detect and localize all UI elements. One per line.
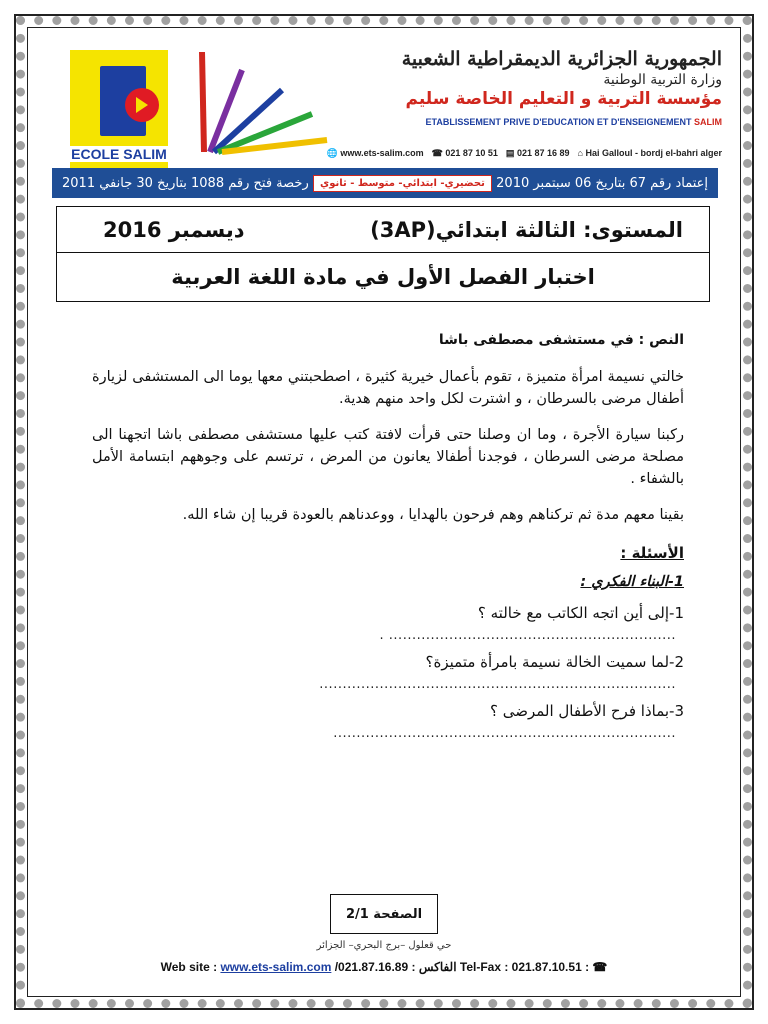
exam-title: اختبار الفصل الأول في مادة اللغة العربية bbox=[171, 265, 595, 289]
letterhead-text bbox=[342, 48, 722, 128]
logo-play-icon bbox=[136, 97, 148, 113]
phone-icon: ☎ bbox=[431, 148, 443, 158]
exam-title-box bbox=[56, 206, 710, 302]
text-paragraph: خالتي نسيمة امرأة متميزة ، تقوم بأعمال خيرية كثيرة ، اصطحبتني معها يوما الى المستشفى لزيارة أطفال مرضى بالسرطان ، و اشترت لكل واحد منهم هدية. bbox=[92, 369, 684, 407]
footer-fax: /021.87.16.89 bbox=[334, 960, 409, 974]
fax-contact bbox=[506, 148, 570, 159]
fax-icon: ▤ bbox=[505, 148, 515, 158]
answer-line: . .............................................................. bbox=[379, 628, 676, 643]
text-title: النص : في مستشفى مصطفى باشا bbox=[438, 332, 684, 348]
logo-text: ECOLE SALIM bbox=[68, 146, 170, 162]
footer-website-link[interactable]: www.ets-salim.com bbox=[220, 960, 332, 974]
accreditation-text: إعتماد رقم 67 بتاريخ 06 سبتمبر 2010 bbox=[496, 175, 708, 191]
exam-info-row bbox=[57, 207, 709, 253]
accreditation-bar bbox=[52, 168, 718, 198]
institution-name-fr bbox=[342, 117, 722, 128]
footer-website-label: Web site : bbox=[160, 960, 218, 974]
phone-text: 021 87 10 51 bbox=[445, 148, 498, 158]
levels-badge: تحضيري- ابتدائي- متوسط - ثانوي bbox=[313, 175, 492, 192]
question-item: 2-لما سميت الخالة نسيمة بامرأة متميزة؟ bbox=[425, 653, 684, 671]
page-number-box: الصفحة 2/1 bbox=[330, 894, 438, 934]
answer-line: ............................................................................. bbox=[319, 677, 676, 692]
institution-name-fr-main: ETABLISSEMENT PRIVE D'EDUCATION ET D'ENSEIGNEMENT bbox=[425, 116, 692, 127]
section-heading: 1-البناء الفكري : bbox=[580, 574, 684, 590]
website-text: www.ets-salim.com bbox=[340, 148, 424, 158]
text-paragraph: بقينا معهم مدة ثم تركناهم وهم فرحون بالهدايا ، ووعدناهم بالعودة قريبا إن شاء الله. bbox=[182, 507, 684, 523]
phone-fax-icon: ☎ bbox=[592, 960, 608, 974]
answer-line: .......................................................................... bbox=[333, 726, 676, 741]
institution-name-ar: مؤسسة التربية و التعليم الخاصة سليم bbox=[405, 89, 722, 110]
text-paragraph: ركبنا سيارة الأجرة ، وما ان وصلنا حتى قرأت لافتة كتب عليها مستشفى مصطفى باشا اتجهنا الى مصلحة مرضى السرطان ، فوجدنا أطفالا يعانون من المرض ، ترتسم على وجوههم ابتسامة الأمل بالشفاء . bbox=[92, 427, 684, 487]
globe-icon: 🌐 bbox=[326, 148, 338, 158]
footer-contact bbox=[0, 960, 768, 974]
phone-contact bbox=[432, 148, 498, 159]
school-letterhead bbox=[42, 40, 726, 200]
exam-level: المستوى: الثالثة ابتدائي(3AP) bbox=[370, 217, 683, 242]
contact-row bbox=[312, 148, 722, 159]
republic-name: الجمهورية الجزائرية الديمقراطية الشعبية bbox=[401, 48, 722, 70]
colored-pencils-icon bbox=[192, 52, 332, 162]
license-text: رخصة فتح رقم 1088 بتاريخ 30 جانفي 2011 bbox=[62, 175, 309, 191]
institution-name-fr-salim: SALIM bbox=[694, 116, 722, 127]
fax-text: 021 87 16 89 bbox=[516, 148, 570, 158]
website-contact bbox=[327, 148, 424, 159]
footer-fax-label: : الفاكس bbox=[411, 960, 457, 974]
building-icon: ⌂ bbox=[577, 148, 583, 158]
footer-address: حي قعلول –برج البحري– الجزائر bbox=[316, 940, 452, 951]
question-item: 1-إلى أين اتجه الكاتب مع خالته ؟ bbox=[477, 604, 684, 622]
footer-telfax: Tel-Fax : 021.87.10.51 : bbox=[459, 960, 590, 974]
exam-content bbox=[92, 332, 684, 751]
exam-date: ديسمبر 2016 bbox=[103, 217, 245, 242]
question-item: 3-بماذا فرح الأطفال المرضى ؟ bbox=[489, 702, 684, 720]
address-contact bbox=[578, 148, 722, 159]
ministry-name: وزارة التربية الوطنية bbox=[603, 71, 722, 88]
questions-heading: الأسئلة : bbox=[620, 544, 684, 562]
address-text: Hai Galloul - bordj el-bahri alger bbox=[585, 148, 722, 158]
